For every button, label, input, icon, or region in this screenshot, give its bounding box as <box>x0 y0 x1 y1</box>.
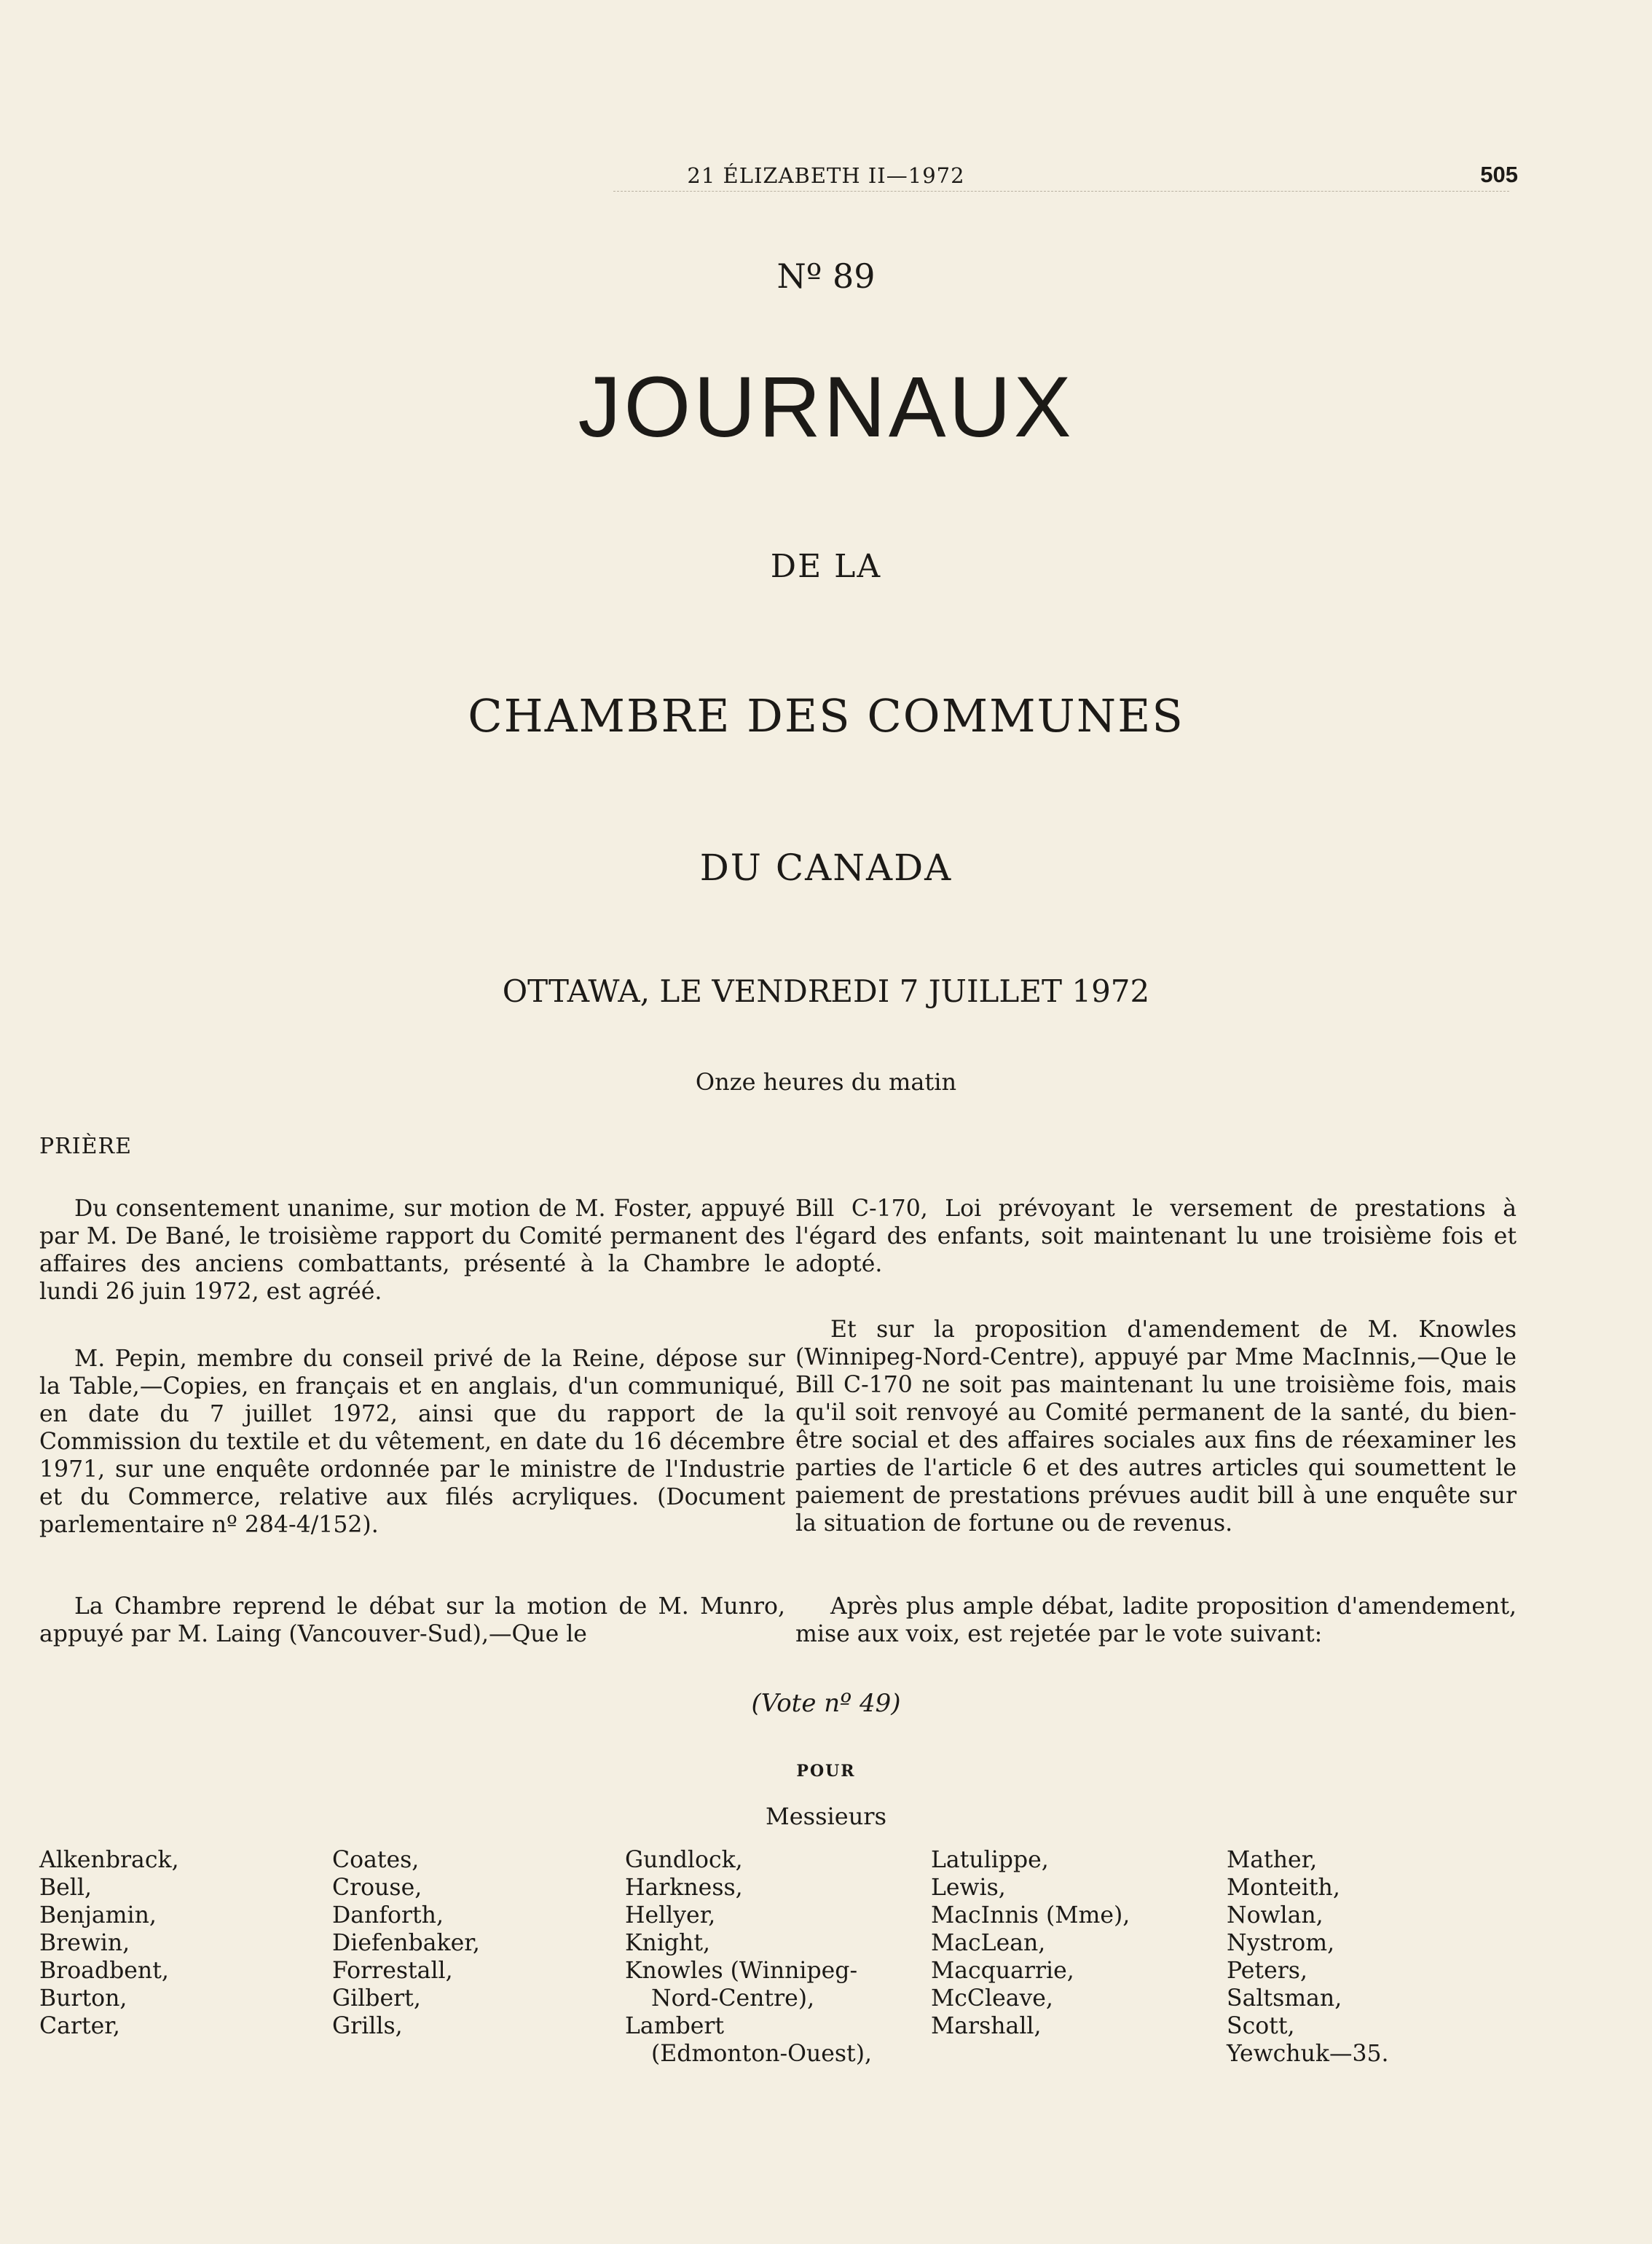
member-name: Forrestall, <box>332 1958 453 1984</box>
member-name: Marshall, <box>931 2013 1042 2039</box>
member-name: Knight, <box>625 1930 711 1956</box>
paragraph: Du consentement unanime, sur motion de M. Foster, appuyé par M. De Bané, le troisième rapport du Comité permanent des affaires des anciens combattants, présenté à la Chambre le lundi 26 juin 1972, est agréé. <box>39 1196 785 1305</box>
paragraph: Après plus ample débat, ladite proposition d'amendement, mise aux voix, est rejetée par le vote suivant: <box>795 1593 1517 1647</box>
member-name: Gundlock, <box>625 1847 743 1873</box>
names-column-3 <box>625 1846 872 2068</box>
member-name: Alkenbrack, <box>39 1847 179 1873</box>
member-name: Peters, <box>1227 1958 1307 1984</box>
paragraph: M. Pepin, membre du conseil privé de la Reine, dépose sur la Table,—Copies, en français et en anglais, d'un communiqué, en date du 7 juillet 1972, ainsi que du rapport de la Commission du textile et du vêtement, en date du 16 décembre 1971, sur une enquête ordonnée par le ministre de l'Industrie et du Commerce, relative aux filés acryliques. (Document parlementaire nº 284-4/152). <box>39 1346 785 1538</box>
masthead-title: JOURNAUX <box>578 359 1074 455</box>
running-header: 21 ÉLIZABETH II—1972 <box>687 163 965 188</box>
right-paragraph-2 <box>795 1316 1517 1537</box>
paragraph: La Chambre reprend le débat sur la motion de M. Munro, appuyé par M. Laing (Vancouver-Sud),—Que le <box>39 1593 785 1647</box>
paragraph: Bill C-170, Loi prévoyant le versement de prestations à l'égard des enfants, soit maintenant lu une troisième fois et adopté. <box>795 1196 1517 1277</box>
member-name: Burton, <box>39 1985 127 2012</box>
member-name: Diefenbaker, <box>332 1930 480 1956</box>
vote-messieurs-heading: Messieurs <box>765 1802 887 1830</box>
page-number: 505 <box>1480 162 1518 187</box>
names-column-4 <box>931 1846 1130 2040</box>
names-column-5 <box>1227 1846 1389 2068</box>
member-name: Danforth, <box>332 1902 444 1929</box>
member-name: Monteith, <box>1227 1875 1340 1901</box>
member-name: Hellyer, <box>625 1902 716 1929</box>
header-rule <box>613 191 1509 192</box>
member-name: Lambert <box>625 2013 725 2039</box>
left-paragraph-3 <box>39 1593 785 1648</box>
member-name: Benjamin, <box>39 1902 157 1929</box>
member-name: Crouse, <box>332 1875 422 1901</box>
member-name: Macquarrie, <box>931 1958 1074 1984</box>
member-name-continuation: Nord-Centre), <box>651 1985 815 2012</box>
member-name: McCleave, <box>931 1985 1053 2012</box>
member-name: Grills, <box>332 2013 403 2039</box>
member-name: Scott, <box>1227 2013 1295 2039</box>
section-heading-priere: PRIÈRE <box>39 1134 133 1159</box>
member-name: Knowles (Winnipeg- <box>625 1958 858 1984</box>
member-name: Lewis, <box>931 1875 1006 1901</box>
member-name: Broadbent, <box>39 1958 169 1984</box>
member-name: Bell, <box>39 1875 92 1901</box>
right-paragraph-3 <box>795 1593 1517 1648</box>
member-name: Latulippe, <box>931 1847 1049 1873</box>
member-name: Nowlan, <box>1227 1902 1323 1929</box>
masthead-de-la: DE LA <box>770 548 882 585</box>
vote-title: (Vote nº 49) <box>751 1689 901 1718</box>
sitting-time: Onze heures du matin <box>695 1068 957 1096</box>
issue-number: Nº 89 <box>776 256 876 296</box>
member-name: Brewin, <box>39 1930 130 1956</box>
left-paragraph-2 <box>39 1345 785 1539</box>
member-name: Gilbert, <box>332 1985 421 2012</box>
member-name: Mather, <box>1227 1847 1318 1873</box>
right-paragraph-1 <box>795 1195 1517 1278</box>
member-name: Yewchuk—35. <box>1227 2041 1389 2067</box>
left-paragraph-1 <box>39 1195 785 1306</box>
vote-pour-heading: POUR <box>796 1762 856 1781</box>
member-name: Saltsman, <box>1227 1985 1342 2012</box>
masthead-canada: DU CANADA <box>699 847 953 889</box>
member-name: MacInnis (Mme), <box>931 1902 1130 1929</box>
member-name: Nystrom, <box>1227 1930 1335 1956</box>
member-name-continuation: (Edmonton-Ouest), <box>651 2041 873 2067</box>
names-column-1 <box>39 1846 179 2040</box>
member-name: Carter, <box>39 2013 120 2039</box>
sitting-date: OTTAWA, LE VENDREDI 7 JUILLET 1972 <box>502 973 1150 1009</box>
member-name: MacLean, <box>931 1930 1046 1956</box>
paragraph: Et sur la proposition d'amendement de M. Knowles (Winnipeg-Nord-Centre), appuyé par Mme MacInnis,—Que le Bill C-170 ne soit pas maintenant lu une troisième fois, mais qu'il soit renvoyé au Comité permanent de la santé, du bien-être social et des affaires sociales aux fins de réexaminer les parties de l'article 6 et des autres articles qui soumettent le paiement de prestations prévues audit bill à une enquête sur la situation de fortune ou de revenus. <box>795 1317 1517 1537</box>
names-column-2 <box>332 1846 480 2040</box>
member-name: Coates, <box>332 1847 420 1873</box>
masthead-chambre: CHAMBRE DES COMMUNES <box>468 689 1184 742</box>
member-name: Harkness, <box>625 1875 743 1901</box>
